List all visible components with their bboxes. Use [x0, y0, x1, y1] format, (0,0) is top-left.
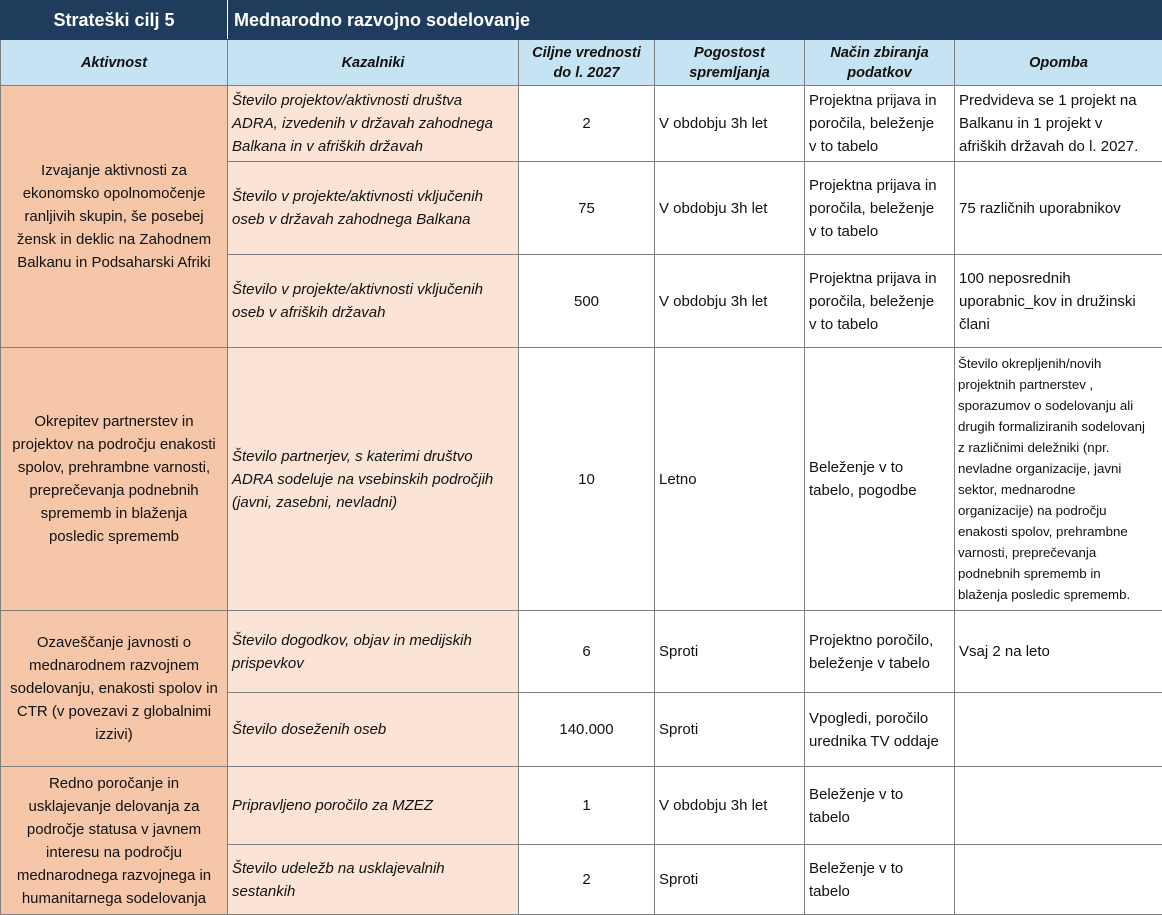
note-line: drugih formaliziranih sodelovanj	[958, 419, 1145, 434]
note-cell	[955, 845, 1162, 915]
header-method-line1: Način zbiranja	[830, 44, 929, 61]
note-line: sektor, mednarodne	[958, 482, 1076, 497]
method-line: beleženje v tabelo	[809, 654, 930, 672]
indicator-line: Število dogodkov, objav in medijskih	[232, 631, 472, 649]
note-cell	[955, 162, 1162, 255]
indicator-line: prispevkov	[232, 654, 304, 672]
header-target	[519, 40, 655, 86]
method-line: Beleženje v to	[809, 785, 904, 803]
activity-line: ekonomsko opolnomočenje	[22, 185, 206, 202]
frequency-cell: V obdobju 3h let	[655, 162, 805, 255]
method-line: Projektna prijava in	[809, 176, 937, 194]
indicator-line: Število projektov/aktivnosti društva	[232, 92, 463, 109]
method-line: urednika TV oddaje	[809, 732, 939, 750]
note-line: organizacije) na področju	[958, 503, 1107, 518]
note-cell	[955, 693, 1162, 767]
activity-cell	[1, 767, 228, 915]
header-row	[1, 40, 1162, 86]
activity-line: Redno poročanje in	[48, 774, 180, 792]
indicator-cell	[228, 86, 519, 162]
note-line: Vsaj 2 na leto	[959, 643, 1050, 660]
header-note: Opomba	[955, 40, 1162, 86]
activity-line: področje statusa v javnem	[26, 820, 202, 838]
method-line: Projektno poročilo,	[809, 631, 934, 649]
activity-line: sprememb in blaženja	[40, 505, 188, 522]
header-indicators: Kazalniki	[228, 40, 519, 86]
indicator-line: Število doseženih oseb	[232, 721, 387, 738]
method-line: tabelo, pogodbe	[809, 482, 917, 499]
note-line: nevladne organizacije, javni	[958, 461, 1122, 476]
target-value-cell: 2	[519, 845, 655, 915]
table-row	[1, 348, 1162, 611]
indicator-cell	[228, 611, 519, 693]
indicator-line: Število v projekte/aktivnosti vključenih	[232, 188, 483, 205]
method-line: v to tabelo	[809, 315, 879, 333]
frequency-cell: V obdobju 3h let	[655, 255, 805, 348]
target-value-cell: 140.000	[519, 693, 655, 767]
activity-cell	[1, 348, 228, 611]
note-line: 75 različnih uporabnikov	[959, 199, 1121, 217]
note-line: projektnih partnerstev ,	[958, 377, 1094, 392]
title-row	[1, 1, 1162, 40]
activity-line: projektov na področju enakosti	[12, 436, 216, 453]
activity-line: mednarodnega razvojnega in	[16, 866, 212, 884]
target-value-cell: 1	[519, 767, 655, 845]
note-cell	[955, 348, 1162, 611]
note-cell	[955, 255, 1162, 348]
activity-line: mednarodnem razvojnem	[28, 657, 200, 674]
table-row	[1, 611, 1162, 693]
indicator-line: sestankih	[232, 882, 296, 900]
goal-label: Strateški cilj 5	[1, 1, 228, 40]
note-line: z različnimi deležniki (npr.	[958, 440, 1110, 455]
activity-line: spolov, prehrambne varnosti,	[17, 459, 211, 476]
method-line: v to tabelo	[809, 138, 879, 155]
frequency-cell: Letno	[655, 348, 805, 611]
indicator-line: ADRA sodeluje na vsebinskih področjih	[232, 470, 494, 488]
activity-line: posledic sprememb	[48, 528, 180, 545]
note-line: enakosti spolov, prehrambne	[958, 524, 1128, 539]
activity-line: interesu na področju	[46, 843, 182, 861]
note-cell	[955, 611, 1162, 693]
header-frequency	[655, 40, 805, 86]
target-value-cell: 2	[519, 86, 655, 162]
note-line: uporabnic_kov in družinski	[959, 292, 1136, 310]
header-frequency-line2: spremljanja	[689, 64, 770, 81]
activity-line: Okrepitev partnerstev in	[34, 413, 194, 430]
method-cell	[805, 255, 955, 348]
activity-line: izzivi)	[95, 726, 133, 743]
frequency-cell: V obdobju 3h let	[655, 86, 805, 162]
activity-line: humanitarnega sodelovanja	[21, 889, 207, 907]
table-row	[1, 767, 1162, 845]
method-line: Projektna prijava in	[809, 269, 937, 287]
frequency-cell: V obdobju 3h let	[655, 767, 805, 845]
frequency-cell: Sproti	[655, 611, 805, 693]
indicator-line: Število udeležb na usklajevalnih	[232, 859, 445, 877]
method-line: poročila, beleženje	[809, 292, 935, 310]
target-value-cell: 6	[519, 611, 655, 693]
method-cell	[805, 86, 955, 162]
activity-line: sodelovanju, enakosti spolov in	[10, 680, 218, 697]
indicator-line: ADRA, izvedenih v državah zahodnega	[232, 115, 493, 132]
note-line: Balkanu in 1 projekt v	[959, 115, 1103, 132]
note-line: blaženja posledic sprememb.	[958, 587, 1131, 602]
target-value-cell: 75	[519, 162, 655, 255]
note-line: podnebnih sprememb in	[958, 566, 1101, 581]
activity-line: preprečevanja podnebnih	[29, 482, 199, 499]
method-cell	[805, 845, 955, 915]
activity-line: Izvajanje aktivnosti za	[41, 162, 187, 179]
indicator-cell	[228, 348, 519, 611]
indicator-line: oseb v afriških državah	[232, 304, 386, 321]
indicator-line: Pripravljeno poročilo za MZEZ	[232, 797, 433, 814]
table-row	[1, 86, 1162, 162]
activity-line: CTR (v povezavi z globalnimi	[16, 703, 212, 720]
header-method-line2: podatkov	[847, 64, 912, 81]
note-line: Predvideva se 1 projekt na	[959, 92, 1137, 109]
note-line: 100 neposrednih	[959, 269, 1071, 287]
frequency-cell: Sproti	[655, 693, 805, 767]
method-cell	[805, 162, 955, 255]
activity-line: žensk in deklic na Zahodnem	[16, 231, 212, 248]
indicator-line: Število v projekte/aktivnosti vključenih	[232, 281, 483, 298]
indicator-cell	[228, 255, 519, 348]
target-value-cell: 500	[519, 255, 655, 348]
note-cell	[955, 86, 1162, 162]
goal-title: Mednarodno razvojno sodelovanje	[228, 1, 1162, 40]
activity-line: usklajevanje delovanja za	[28, 797, 200, 815]
method-line: tabelo	[809, 882, 850, 900]
method-line: poročila, beleženje	[809, 115, 935, 132]
indicator-line: Balkana in v afriških državah	[232, 138, 423, 155]
activity-line: Balkanu in Podsaharski Afriki	[17, 254, 211, 271]
method-line: tabelo	[809, 808, 850, 826]
header-target-line2: do l. 2027	[553, 64, 620, 81]
method-cell	[805, 693, 955, 767]
method-cell	[805, 767, 955, 845]
activity-cell	[1, 86, 228, 348]
indicator-cell	[228, 767, 519, 845]
note-line: člani	[959, 315, 990, 333]
indicator-cell	[228, 162, 519, 255]
note-line: Število okrepljenih/novih	[958, 356, 1102, 371]
indicator-line: oseb v državah zahodnega Balkana	[232, 211, 471, 228]
header-activity: Aktivnost	[1, 40, 228, 86]
header-method	[805, 40, 955, 86]
method-cell	[805, 611, 955, 693]
target-value-cell: 10	[519, 348, 655, 611]
note-cell	[955, 767, 1162, 845]
method-line: Beleženje v to	[809, 459, 904, 476]
method-line: poročila, beleženje	[809, 199, 935, 217]
indicator-cell	[228, 693, 519, 767]
method-cell	[805, 348, 955, 611]
note-line: varnosti, preprečevanja	[958, 545, 1097, 560]
method-line: Beleženje v to	[809, 859, 904, 877]
method-line: Projektna prijava in	[809, 92, 937, 109]
activity-line: Ozaveščanje javnosti o	[36, 634, 192, 651]
activity-line: ranljivih skupin, še posebej	[24, 208, 204, 225]
note-line: afriških državah do l. 2027.	[959, 138, 1139, 155]
indicator-cell	[228, 845, 519, 915]
activity-cell	[1, 611, 228, 767]
indicator-line: (javni, zasebni, nevladni)	[232, 493, 398, 511]
method-line: Vpogledi, poročilo	[809, 709, 929, 727]
header-target-line1: Ciljne vrednosti	[532, 44, 641, 61]
frequency-cell: Sproti	[655, 845, 805, 915]
header-frequency-line1: Pogostost	[694, 44, 765, 61]
indicator-line: Število partnerjev, s katerimi društvo	[232, 447, 473, 465]
table-body	[1, 86, 1162, 915]
method-line: v to tabelo	[809, 222, 879, 240]
note-line: sporazumov o sodelovanju ali	[958, 398, 1134, 413]
